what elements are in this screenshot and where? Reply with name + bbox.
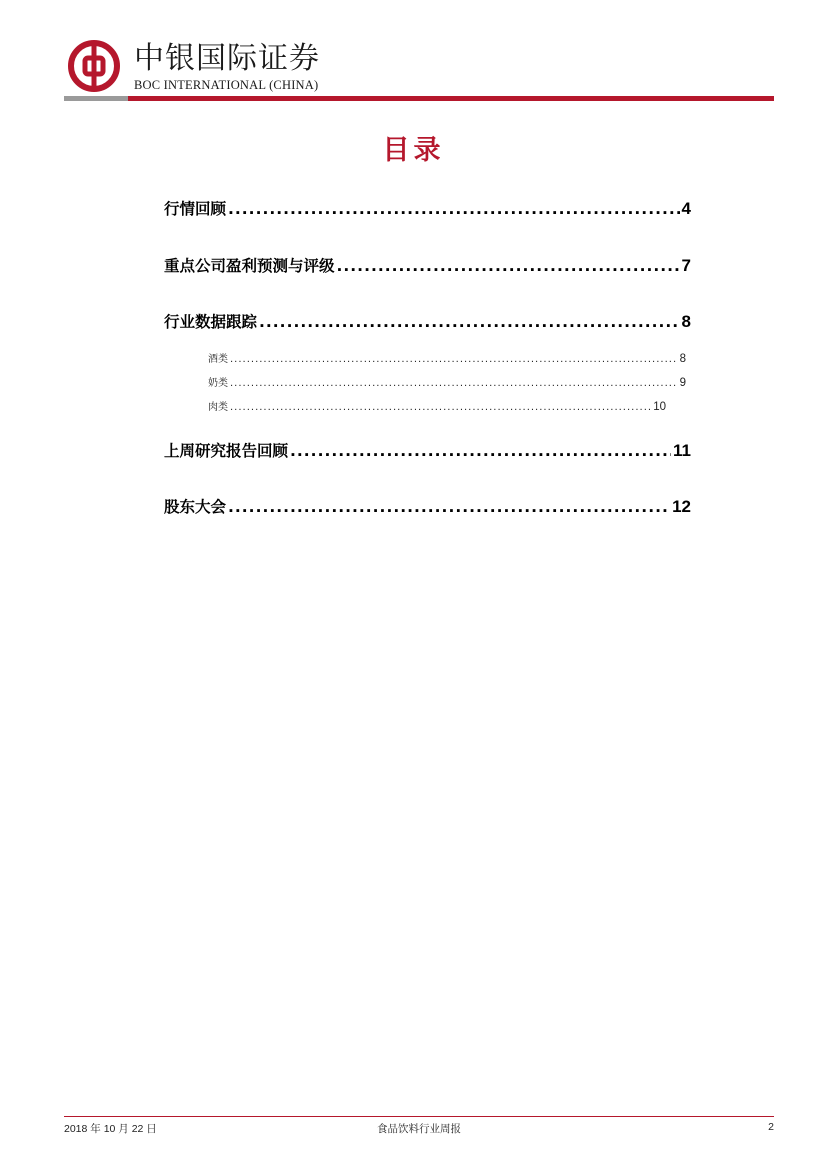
toc-subentry-label: 肉类 (208, 402, 228, 413)
toc-entry-label: 行业数据跟踪 (164, 313, 258, 331)
toc-entry-page: 8 (681, 312, 691, 331)
footer-rule (64, 1116, 774, 1117)
toc-entry-page: 7 (681, 256, 691, 275)
toc-subentry-page: 9 (679, 377, 686, 389)
toc-entry[interactable] (164, 310, 691, 332)
toc-entry-page: 4 (681, 199, 691, 218)
toc-leader-dots (228, 200, 680, 218)
toc-subentry-label: 酒类 (208, 354, 228, 365)
boc-logo-icon (68, 40, 120, 92)
toc-entry[interactable] (164, 439, 691, 461)
brand-name-cn: 中银国际证券 (134, 41, 320, 76)
footer-report-name: 食品饮料行业周报 (377, 1123, 461, 1135)
header-rule-red (128, 96, 774, 101)
toc-subentry-label: 奶类 (208, 378, 228, 389)
toc-leader-dots (290, 442, 671, 460)
toc-entry-label: 行情回顾 (164, 200, 227, 218)
toc-entry[interactable] (164, 495, 691, 517)
toc-entry-page: 11 (673, 441, 691, 460)
header-rule-gray (64, 96, 128, 101)
toc-leader-dots (230, 402, 651, 413)
toc-entry-label: 重点公司盈利预测与评级 (164, 257, 335, 275)
toc-entry-label: 上周研究报告回顾 (164, 442, 289, 460)
footer-date: 2018 年 10 月 22 日 (64, 1123, 157, 1135)
toc-leader-dots (337, 257, 680, 275)
toc-subentry[interactable] (208, 374, 686, 389)
toc-entry-page: 12 (672, 497, 691, 516)
toc-subentry[interactable] (208, 398, 666, 413)
brand-name-en: BOC INTERNATIONAL (CHINA) (134, 78, 319, 92)
toc-leader-dots (230, 354, 678, 365)
page-header (64, 36, 774, 104)
toc-entry-label: 股东大会 (164, 498, 227, 516)
toc-leader-dots (259, 313, 680, 331)
toc-entry[interactable] (164, 197, 691, 219)
toc-leader-dots (230, 378, 678, 389)
toc-entry[interactable] (164, 254, 691, 276)
toc-leader-dots (228, 498, 670, 516)
toc-subentry[interactable] (208, 350, 686, 365)
toc-subentry-page: 8 (679, 353, 686, 365)
toc-subentry-page: 10 (653, 401, 666, 413)
footer-page-number: 2 (768, 1121, 774, 1133)
toc-title: 目录 (382, 135, 445, 166)
page-footer (64, 1121, 774, 1137)
